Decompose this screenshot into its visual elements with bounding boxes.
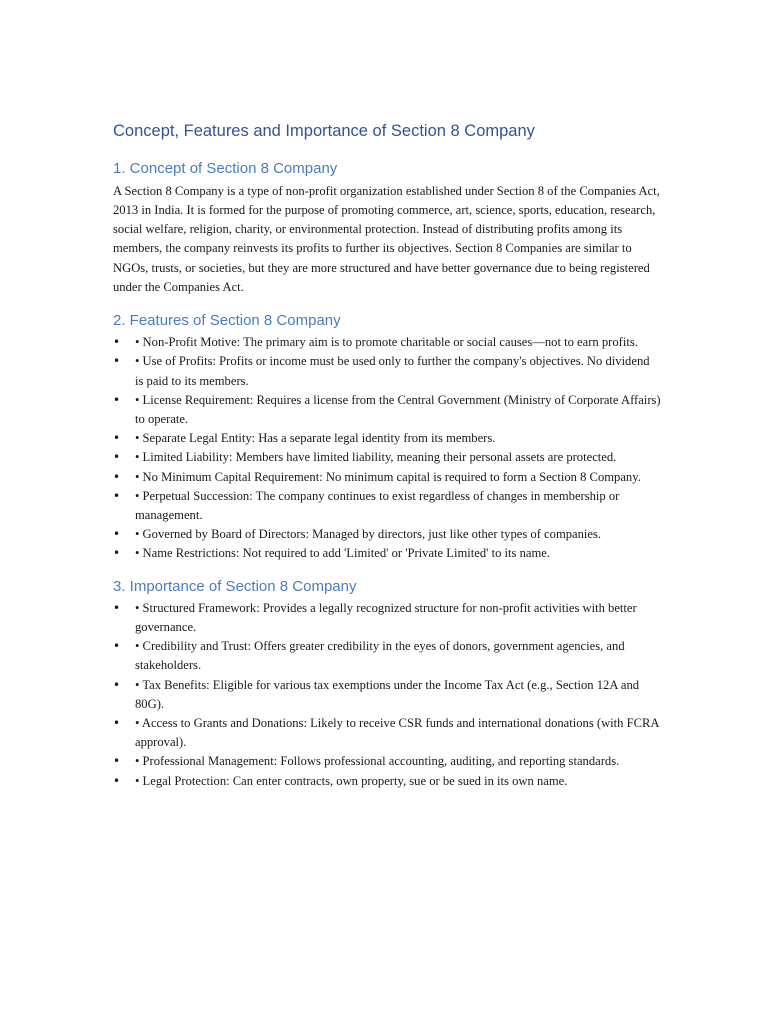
list-item-text: • Governed by Board of Directors: Managed by directors, just like other types of companies. <box>135 527 602 542</box>
bullet-icon: • <box>113 600 121 615</box>
bullet-icon: • <box>113 335 121 350</box>
bullet-icon: • <box>113 488 121 503</box>
concept-paragraph: A Section 8 Company is a type of non-profit organization established under Section 8 of the Companies Act, 2013 in India. It is formed for the purpose of promoting commerce, art, science, sports, education, research, social welfare, religion, charity, or environmental protection. Instead of distributing profits among its members, the company reinvests its profits to further its objectives. Section 8 Companies are similar to NGOs, trusts, or societies, but they are more structured and have better governance due to being registered under the Companies Act. <box>113 183 660 294</box>
list-item-text: • License Requirement: Requires a license from the Central Government (Ministry of Corporate Affairs) to operate. <box>135 392 661 426</box>
list-item <box>113 544 661 563</box>
list-item-text: • Perpetual Succession: The company continues to exist regardless of changes in membership or management. <box>135 488 620 522</box>
list-item <box>113 448 661 467</box>
bullet-icon: • <box>113 716 121 731</box>
list-item-text: • Name Restrictions: Not required to add 'Limited' or 'Private Limited' to its name. <box>135 546 550 561</box>
list-item <box>113 525 661 544</box>
list-item <box>113 637 661 675</box>
list-item-text: • Tax Benefits: Eligible for various tax exemptions under the Income Tax Act (e.g., Section 12A and 80G). <box>135 677 640 711</box>
bullet-icon: • <box>113 546 121 561</box>
list-item <box>113 752 661 771</box>
list-item-text: • Use of Profits: Profits or income must be used only to further the company's objectives. No dividend is paid to its members. <box>135 354 650 388</box>
bullet-icon: • <box>113 450 121 465</box>
list-item-text: • Credibility and Trust: Offers greater credibility in the eyes of donors, government agencies, and stakeholders. <box>135 639 625 673</box>
bullet-icon: • <box>113 431 121 446</box>
list-item-text: • Separate Legal Entity: Has a separate legal identity from its members. <box>135 431 496 446</box>
bullet-icon: • <box>113 469 121 484</box>
bullet-icon: • <box>113 677 121 692</box>
list-item <box>113 391 661 429</box>
list-item-text: • Structured Framework: Provides a legally recognized structure for non-profit activities with better governance. <box>135 600 637 635</box>
list-item-text: • Professional Management: Follows professional accounting, auditing, and reporting standards. <box>135 754 620 769</box>
bullet-icon: • <box>113 527 121 542</box>
importance-list <box>113 599 661 791</box>
list-item-text: • Non-Profit Motive: The primary aim is to promote charitable or social causes—not to earn profits. <box>135 335 638 350</box>
document-body <box>113 121 661 804</box>
list-item-text: • Legal Protection: Can enter contracts, own property, sue or be sued in its own name. <box>135 773 568 788</box>
list-item <box>113 714 661 752</box>
list-item <box>113 676 661 714</box>
list-item <box>113 599 661 637</box>
list-item <box>113 352 661 390</box>
bullet-icon: • <box>113 754 121 769</box>
document-title: Concept, Features and Importance of Section 8 Company <box>113 122 535 140</box>
list-item <box>113 333 661 352</box>
list-item-text: • Access to Grants and Donations: Likely to receive CSR funds and international donations (with FCRA approval). <box>135 716 659 750</box>
list-item <box>113 487 661 525</box>
list-item <box>113 429 661 448</box>
list-item <box>113 772 661 791</box>
list-item-text: • No Minimum Capital Requirement: No minimum capital is required to form a Section 8 Company. <box>135 469 641 484</box>
bullet-icon: • <box>113 354 121 369</box>
features-list <box>113 333 661 563</box>
section-heading-importance: 3. Importance of Section 8 Company <box>113 577 357 595</box>
bullet-icon: • <box>113 392 121 407</box>
bullet-icon: • <box>113 773 121 788</box>
list-item-text: • Limited Liability: Members have limited liability, meaning their personal assets are protected. <box>135 450 617 465</box>
section-heading-concept: 1. Concept of Section 8 Company <box>113 160 338 178</box>
bullet-icon: • <box>113 639 121 654</box>
list-item <box>113 468 661 487</box>
section-heading-features: 2. Features of Section 8 Company <box>113 311 341 329</box>
